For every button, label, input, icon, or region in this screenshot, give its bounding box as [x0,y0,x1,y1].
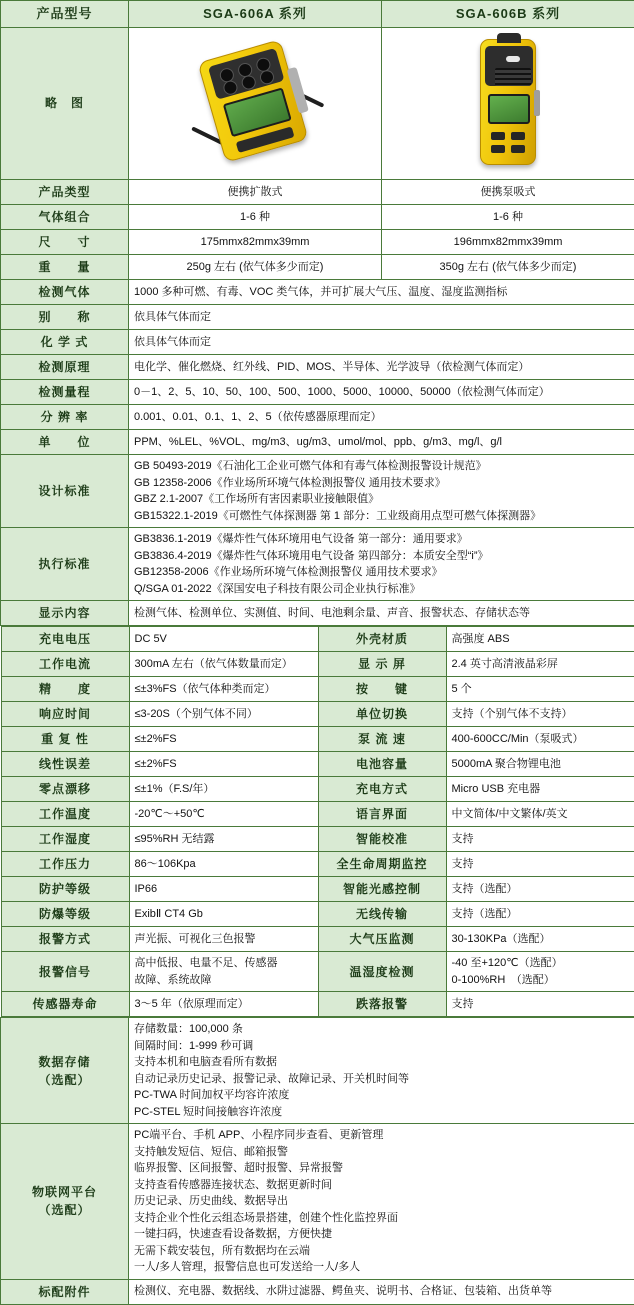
keypad [491,132,527,156]
list-item: 间隔时间：1-999 秒可调 [134,1038,629,1055]
list-item: 0-100%RH （选配） [452,972,630,989]
row-label: 全生命周期监控 [318,852,446,877]
row-value: ≤±3%FS（依气体种类而定） [129,677,318,702]
list-item: 支持触发短信、短信、邮箱报警 [134,1144,629,1161]
paired-rows-container [1,626,634,1018]
list-item: 无需下载安装包，所有数据均在云端 [134,1243,629,1260]
row-value: 3～5 年（依原理而定） [129,992,318,1017]
iot-feature-list [129,1124,634,1280]
table-row [1,627,634,652]
row-label: 标配附件 [1,1279,129,1304]
row-label [1,1124,129,1280]
row-label: 气体组合 [1,205,129,230]
row-value-a: 便携扩散式 [129,180,382,205]
table-row [1,902,634,927]
list-item: 自动记录历史记录、报警记录、故障记录、开关机时间等 [134,1071,629,1088]
row-value: 中文简体/中文繁体/英文 [446,802,634,827]
row-label: 精 度 [1,677,129,702]
row-value: 声光振、可视化三色报警 [129,927,318,952]
gas-detector-body [197,39,308,163]
list-item: 故障、系统故障 [135,972,313,989]
row-label-line2: （选配） [6,1201,123,1219]
row-label: 防爆等级 [1,902,129,927]
table-row [1,802,634,827]
row-value: 86～106Kpa [129,852,318,877]
probe-cap [497,33,521,43]
row-value: 2.4 英寸高清液晶彩屏 [446,652,634,677]
gas-detector-body [480,39,536,165]
table-row [1,927,634,952]
table-row [1,380,634,405]
row-label: 化 学 式 [1,330,129,355]
row-value: 检测仪、充电器、数据线、水阱过滤器、鳄鱼夹、说明书、合格证、包装箱、出货单等 [129,1279,634,1304]
list-item: PC-STEL 短时间接触容许浓度 [134,1104,629,1121]
list-item: GB3836.4-2019《爆炸性气体环境用电气设备 第四部分：本质安全型“i”》 [134,548,629,565]
key-icon [491,132,505,140]
header-model-b: SGA-606B 系列 [382,1,634,28]
row-label: 工作电流 [1,652,129,677]
list-item: 高中低报、电量不足、传感器 [135,955,313,972]
row-label: 工作温度 [1,802,129,827]
row-label-line1: 数据存储 [6,1053,123,1071]
row-label: 显示内容 [1,601,129,626]
row-value-b: 1-6 种 [382,205,634,230]
table-row [1,852,634,877]
data-storage-row [1,1018,634,1124]
row-value: 1000 多种可燃、有毒、VOC 类气体，并可扩展大气压、温度、湿度监测指标 [129,280,634,305]
side-button [534,90,540,116]
row-value: 支持（个别气体不支持） [446,702,634,727]
list-item: GB 12358-2006《作业场所环境气体检测报警仪 通用技术要求》 [134,475,629,492]
row-label: 设计标准 [1,455,129,528]
row-value: 300mA 左右（依气体数量而定） [129,652,318,677]
device-screen [488,94,530,124]
list-item: Q/SGA 01-2022《深国安电子科技有限公司企业执行标准》 [134,581,629,598]
table-row [1,877,634,902]
row-label: 产品类型 [1,180,129,205]
list-item: -40 至+120℃（选配） [452,955,630,972]
row-label [1,1018,129,1124]
key-icon [491,145,505,153]
table-row [1,180,634,205]
table-row [1,727,634,752]
table-row [1,777,634,802]
row-value: ≤3-20S（个别气体不同） [129,702,318,727]
table-row [1,752,634,777]
alarm-signal-value [129,952,318,992]
sensor-panel [485,46,533,86]
row-value: DC 5V [129,627,318,652]
row-value: 检测气体、检测单位、实测值、时间、电池剩余量、声音、报警状态、存储状态等 [129,601,634,626]
table-row [1,305,634,330]
table-row [1,992,634,1017]
row-label: 显 示 屏 [318,652,446,677]
design-standard-list [129,455,634,528]
row-label: 检测原理 [1,355,129,380]
row-label: 尺 寸 [1,230,129,255]
row-value-a: 1-6 种 [129,205,382,230]
table-row [1,280,634,305]
device-b-illustration [433,31,583,171]
row-value: 0.001、0.01、0.1、1、2、5（依传感器原理而定） [129,405,634,430]
row-value: PPM、%LEL、%VOL、mg/m3、ug/m3、umol/mol、ppb、g/m3、mg/l、g/l [129,430,634,455]
pump-grill-icon [495,68,531,86]
row-value: 支持（选配） [446,877,634,902]
table-row [1,255,634,280]
row-label: 报警方式 [1,927,129,952]
row-label: 智能光感控制 [318,877,446,902]
row-label: 泵 流 速 [318,727,446,752]
list-item: PC端平台、手机 APP、小程序同步查看、更新管理 [134,1127,629,1144]
header-model-a: SGA-606A 系列 [129,1,382,28]
list-item: PC-TWA 时间加权平均容许浓度 [134,1087,629,1104]
row-label-line1: 物联网平台 [6,1183,123,1201]
row-value: ≤±2%FS [129,752,318,777]
row-label: 分 辨 率 [1,405,129,430]
table-row [1,626,634,1018]
row-label: 重 量 [1,255,129,280]
row-label: 语言界面 [318,802,446,827]
row-value: 电化学、催化燃烧、红外线、PID、MOS、半导体、光学波导（依检测气体而定） [129,355,634,380]
row-value: ExibⅡ CT4 Gb [129,902,318,927]
row-value: ≤±1%（F.S/年） [129,777,318,802]
list-item: GBZ 2.1-2007《工作场所有害因素职业接触限值》 [134,491,629,508]
table-row [1,677,634,702]
belt-clip [287,66,309,113]
row-label: 单位切换 [318,702,446,727]
row-value-b: 350g 左右 (依气体多少而定) [382,255,634,280]
list-item: GB 50493-2019《石油化工企业可燃气体和有毒气体检测报警设计规范》 [134,458,629,475]
temp-humidity-value [446,952,634,992]
accessories-row [1,1279,634,1304]
exec-standard-row [1,528,634,601]
row-value: 支持 [446,852,634,877]
row-value: Micro USB 充电器 [446,777,634,802]
row-label: 外壳材质 [318,627,446,652]
list-item: 支持企业个性化云组态场景搭建，创建个性化监控界面 [134,1210,629,1227]
row-label: 按 键 [318,677,446,702]
alarm-signal-row [1,952,634,992]
row-label: 大气压监测 [318,927,446,952]
row-value: 高强度 ABS [446,627,634,652]
header-label-cell: 产品型号 [1,1,129,28]
table-row [1,827,634,852]
list-item: GB15322.1-2019《可燃性气体探测器 第 1 部分：工业级商用点型可燃气体探测器》 [134,508,629,525]
row-value: ≤±2%FS [129,727,318,752]
table-row [1,601,634,626]
row-value: 依具体气体而定 [129,305,634,330]
row-label: 工作压力 [1,852,129,877]
row-value-b: 196mmx82mmx39mm [382,230,634,255]
exec-standard-list [129,528,634,601]
row-label: 工作湿度 [1,827,129,852]
led-indicator-icon [506,56,520,62]
diagram-row [1,27,634,180]
row-label: 温湿度检测 [318,952,446,992]
device-image-b [382,27,634,180]
list-item: 历史记录、历史曲线、数据导出 [134,1193,629,1210]
table-header-row [1,1,634,28]
row-label: 智能校准 [318,827,446,852]
row-label: 检测量程 [1,380,129,405]
list-item: 存储数量：100,000 条 [134,1021,629,1038]
row-label: 单 位 [1,430,129,455]
list-item: 支持本机和电脑查看所有数据 [134,1054,629,1071]
row-value: 0－1、2、5、10、50、100、500、1000、5000、10000、50000（依检测气体而定） [129,380,634,405]
row-label: 报警信号 [1,952,129,992]
key-icon [511,132,525,140]
table-row [1,205,634,230]
row-value: 支持（选配） [446,902,634,927]
row-label: 零点漂移 [1,777,129,802]
row-value: ≤95%RH 无结露 [129,827,318,852]
row-label: 充电方式 [318,777,446,802]
table-row [1,230,634,255]
table-row [1,330,634,355]
device-a-illustration [180,31,330,171]
paired-rows-table [1,626,634,1017]
table-row [1,652,634,677]
list-item: GB12358-2006《作业场所环境气体检测报警仪 通用技术要求》 [134,564,629,581]
row-value: -20℃～+50℃ [129,802,318,827]
data-storage-list [129,1018,634,1124]
row-value: 5000mA 聚合物锂电池 [446,752,634,777]
key-icon [511,145,525,153]
row-label: 响应时间 [1,702,129,727]
list-item: GB3836.1-2019《爆炸性气体环境用电气设备 第一部分：通用要求》 [134,531,629,548]
row-value: 30-130KPa（选配） [446,927,634,952]
row-label: 电池容量 [318,752,446,777]
row-value-a: 175mmx82mmx39mm [129,230,382,255]
row-value-a: 250g 左右 (依气体多少而定) [129,255,382,280]
table-row [1,405,634,430]
row-label: 别 称 [1,305,129,330]
row-label: 线性误差 [1,752,129,777]
row-label: 跌落报警 [318,992,446,1017]
table-row [1,430,634,455]
row-value: 5 个 [446,677,634,702]
row-value-b: 便携泵吸式 [382,180,634,205]
row-value: 支持 [446,827,634,852]
row-label: 检测气体 [1,280,129,305]
table-row [1,702,634,727]
row-label: 防护等级 [1,877,129,902]
iot-platform-row [1,1124,634,1280]
row-label: 传感器寿命 [1,992,129,1017]
list-item: 支持查看传感器连接状态、数据更新时间 [134,1177,629,1194]
row-value: IP66 [129,877,318,902]
list-item: 临界报警、区间报警、超时报警、异常报警 [134,1160,629,1177]
table-row [1,355,634,380]
row-label: 充电电压 [1,627,129,652]
diagram-label: 略 图 [1,27,129,180]
list-item: 一人/多人管理，报警信息也可发送给一人/多人 [134,1259,629,1276]
row-value: 400-600CC/Min（泵吸式） [446,727,634,752]
design-standard-row [1,455,634,528]
row-value: 支持 [446,992,634,1017]
row-label: 执行标准 [1,528,129,601]
row-label-line2: （选配） [6,1071,123,1089]
row-value: 依具体气体而定 [129,330,634,355]
list-item: 一键扫码，快速查看设备数据，方便快捷 [134,1226,629,1243]
row-label: 无线传输 [318,902,446,927]
device-image-a [129,27,382,180]
row-label: 重 复 性 [1,727,129,752]
